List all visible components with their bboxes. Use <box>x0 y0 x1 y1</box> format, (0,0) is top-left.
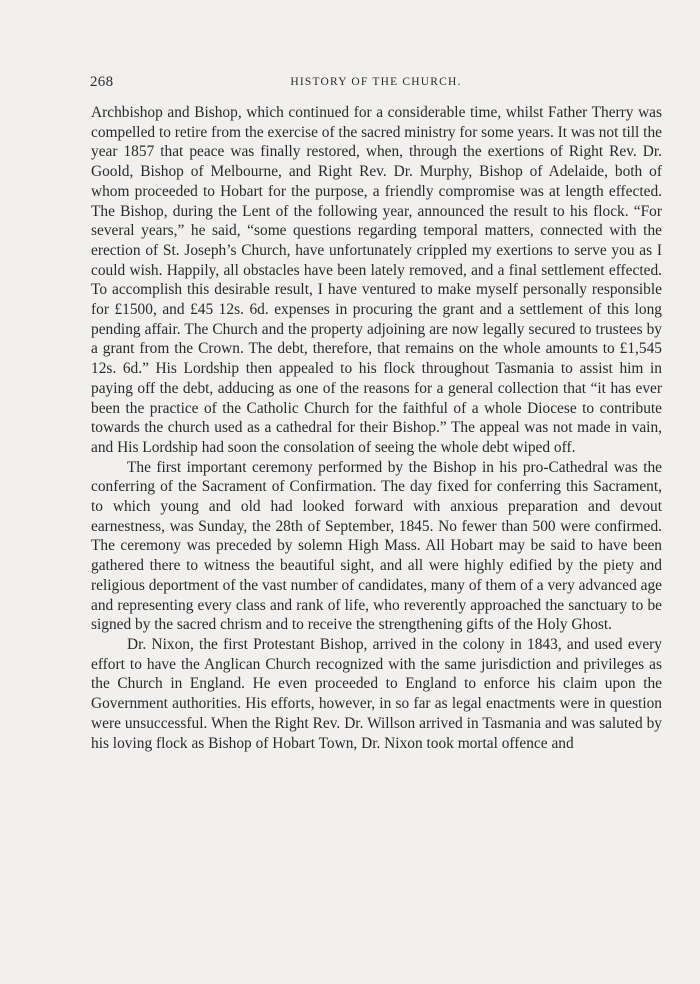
page-header <box>90 74 662 96</box>
paragraph-continuation: Archbishop and Bishop, which continued for a considerable time, whilst Father Therry was compelled to retire from the exercise of the sacred ministry for some years. It was not till the year 1857 that peace was finally restored, when, through the exertions of Right Rev. Dr. Goold, Bishop of Melbourne, and Right Rev. Dr. Murphy, Bishop of Adelaide, both of whom proceeded to Hobart for the purpose, a friendly compromise was at length effected. The Bishop, during the Lent of the following year, announced the result to his flock. “For several years,” he said, “some questions regarding temporal matters, connected with the erection of St. Joseph’s Church, have unfortunately crippled my exertions to serve you as I could wish. Happily, all obstacles have been lately removed, and a final settlement effected. To accomplish this desirable result, I have ventured to make myself personally responsible for £1500, and £45 12s. 6d. expenses in procuring the grant and a settlement of this long pending affair. The Church and the property adjoining are now legally secured to trustees by a grant from the Crown. The debt, therefore, that remains on the whole amounts to £1,545 12s. 6d.” His Lordship then appealed to his flock throughout Tasmania to assist him in paying off the debt, adducing as one of the reasons for a general collection that “it has ever been the practice of the Catholic Church for the faithful of a whole Diocese to contribute towards the church used as a cathedral for their Bishop.” The appeal was not made in vain, and His Lordship had soon the consolation of seeing the whole debt wiped off. <box>91 104 662 456</box>
body-text <box>91 103 662 753</box>
paragraph-confirmation: The first important ceremony performed by the Bishop in his pro-Cathedral was the conferring of the Sacrament of Confirmation. The day fixed for conferring this Sacrament, to which young and old had looked forward with anxious preparation and devout earnestness, was Sunday, the 28th of September, 1845. No fewer than 500 were confirmed. The ceremony was preceded by solemn High Mass. All Hobart may be said to have been gathered there to witness the beautiful sight, and all were highly edified by the piety and religious deportment of the vast number of candidates, many of them of a very advanced age and representing every class and rank of life, who reverently approached the sanctuary to be signed by the sacred chrism and to receive the strengthening gifts of the Holy Ghost. <box>91 458 662 634</box>
running-title: HISTORY OF THE CHURCH. <box>290 76 462 88</box>
page-number: 268 <box>90 74 114 90</box>
paragraph-dr-nixon: Dr. Nixon, the first Protestant Bishop, arrived in the colony in 1843, and used every effort to have the Anglican Church recognized with the same jurisdiction and privileges as the Church in England. He even proceeded to England to enforce his claim upon the Government authorities. His efforts, however, in so far as legal enactments were in question were unsuccessful. When the Right Rev. Dr. Willson arrived in Tasmania and was saluted by his loving flock as Bishop of Hobart Town, Dr. Nixon took mortal offence and <box>91 635 662 752</box>
